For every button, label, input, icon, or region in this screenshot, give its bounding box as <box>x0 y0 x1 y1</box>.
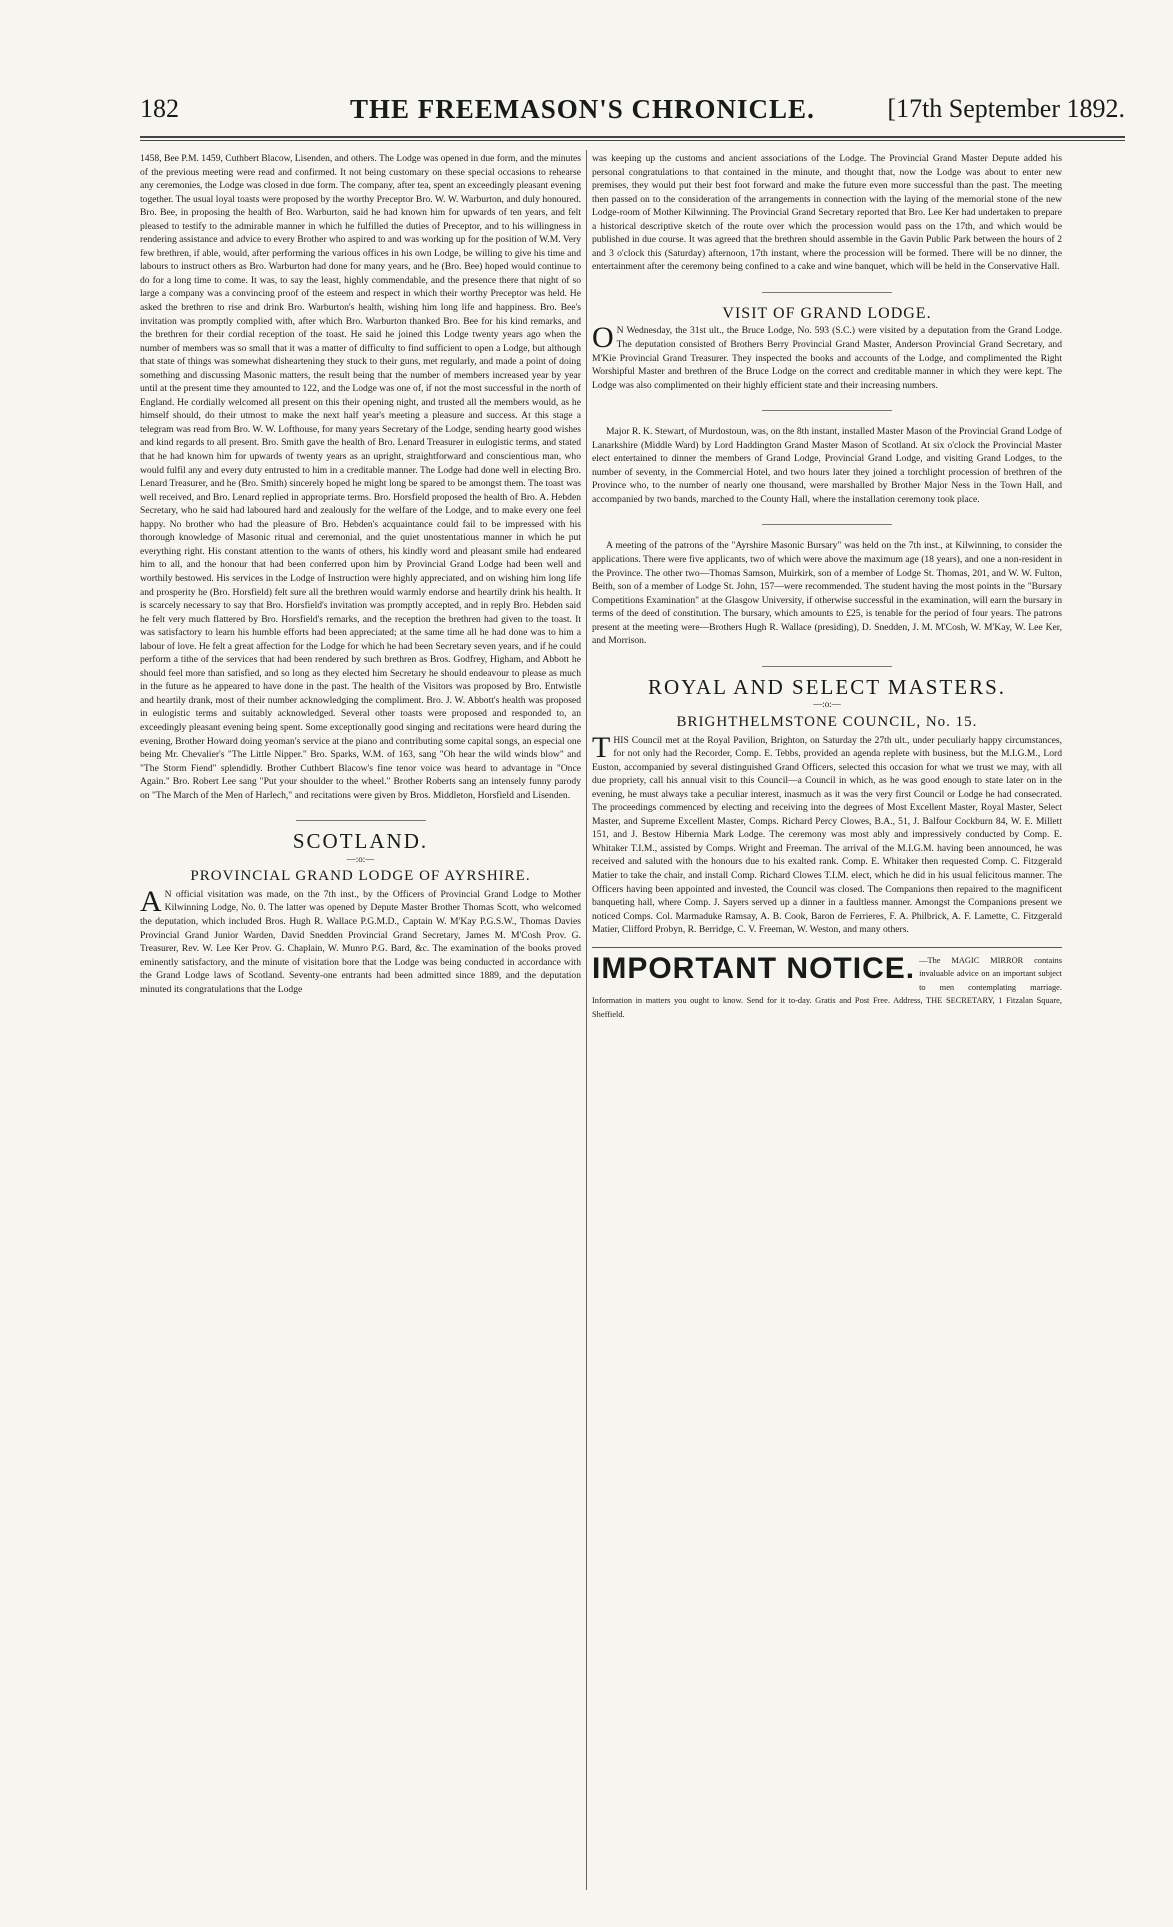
lodge-continuation-paragraph: was keeping up the customs and ancient associations of the Lodge. The Provincial Grand Master Depute added his personal congratulations to that contained in the minute, and thought that, now the Lodge was about to enter new premises, they would put their best foot forward and make the future even more successful than the past. The meeting then passed on to the consideration of the arrangements in connection with the laying of the memorial stone of the new Lodge-room of Mother Kilwinning. The Provincial Grand Secretary reported that Bro. Lee Ker had undertaken to prepare a historical descriptive sketch of the route over which the procession would pass on the 17th, and which would be published in due course. It was agreed that the brethren should assemble in the Gavin Public Park between the hours of 2 and 3 o'clock this (Saturday) afternoon, 17th instant, where the procession will be formed. There will be no dinner, the entertainment after the ceremony being confined to a cake and wine banquet, which will be held in the Conservative Hall. <box>592 153 1062 273</box>
ayrshire-article <box>140 884 581 996</box>
ornament-divider: —:o:— <box>813 699 841 710</box>
notice-heading: IMPORTANT NOTICE. <box>592 951 916 985</box>
visit-text: N Wednesday, the 31st ult., the Bruce Lodge, No. 593 (S.C.) were visited by a deputation from the Grand Lodge. The deputation consisted of Brothers Berry Provincial Grand Master, Anderson Provincial Grand Secretary, and M'Kie Provincial Grand Treasurer. They inspected the books and accounts of the Lodge, and complimented the Right Worshipful Master and brethren of the Bruce Lodge on the correct and creditable manner in which they were kept. The Lodge was also complimented on their highly efficient state and their increasing numbers. <box>592 325 1062 391</box>
ayrshire-text: N official visitation was made, on the 7th inst., by the Officers of Provincial Grand Lodge to Mother Kilwinning Lodge, No. 0. The latter was opened by Depute Master Brother Thomas Scott, who welcomed the deputation, which included Bros. Hugh R. Wallace P.G.M.D., Captain W. M'Kay P.G.S.W., Thomas Davies Provincial Grand Junior Warden, David Snedden Provincial Grand Secretary, James M. M'Cosh Prov. G. Treasurer, Rev. W. Lee Ker Prov. G. Chaplain, W. Munro P.G. Bard, &c. The examination of the books proved eminently satisfactory, and the minute of visitation bore that the Lodge was being conducted in accordance with the Grand Lodge laws of Scotland. Seventy-one entrants had been admitted since 1889, and the deputation minuted its congratulations that the Lodge <box>140 888 581 995</box>
publication-title: THE FREEMASON'S CHRONICLE. <box>350 94 815 124</box>
scotland-heading: SCOTLAND. <box>292 829 429 854</box>
royal-select-heading: ROYAL AND SELECT MASTERS. <box>647 674 1007 699</box>
ornament-divider: —:o:— <box>346 853 375 864</box>
header-rule <box>140 136 1125 138</box>
drop-cap: A <box>140 884 162 918</box>
header-rule-thin <box>140 140 1125 141</box>
masthead <box>140 92 1125 134</box>
drop-cap: T <box>592 730 611 764</box>
section-separator <box>296 820 426 821</box>
ayrshire-heading: PROVINCIAL GRAND LODGE OF AYRSHIRE. <box>190 868 531 885</box>
visit-article <box>592 321 1062 392</box>
section-separator <box>762 524 892 525</box>
right-column <box>592 152 1062 1887</box>
brighthelmstone-text: HIS Council met at the Royal Pavilion, Brighton, on Saturday the 27th ult., under peculiarly happy circumstances, for not only had the Recorder, Comp. E. Tebbs, provided an agenda replete with business, but the M.I.G.M., Lord Euston, accompanied by several distinguished Grand Officers, selected this occasion for what we trust we may, with all due propriety, call his annual visit to this Council—a Council in which, as he was good enough to state later on in the evening, he must always take a peculiar interest, inasmuch as it was the very first Council or Lodge he had consecrated. The proceedings commenced by electing and receiving into the degrees of Most Excellent Master, Royal Master, Select Master, and Supreme Excellent Master, Comps. Richard Percy Clowes, B.A., 51, J. Balfour Cockburn 84, W. E. Millett 151, and J. Bestow Hibernia Mark Lodge. The ceremony was most ably and impressively conducted by Comp. E. Whitaker T.I.M., assisted by Comps. Wright and Freeman. The arrival of the M.I.G.M. having been announced, he was received and saluted with the honours due to his exalted rank. Comp. E. Whitaker then requested Comp. C. Fitzgerald Matier to take the chair, and install Comp. Richard Clowes T.I.M. elect, which he did in his usual felicitous manner. The Officers having been appointed and invested, the Council was closed. The Companions then repaired to the magnificent banqueting hall, where Comp. J. Sayers served up a dinner in a faultless manner. Amongst the Companions present we noticed Comps. Col. Marmaduke Ramsay, A. B. Cook, Baron de Ferrieres, F. A. Philbrick, A. F. Lamette, C. Fitzgerald Matier, Clifford Probyn, R. Berridge, C. V. Freeman, W. Weston, and many others. <box>592 734 1062 936</box>
stewart-article: Major R. K. Stewart, of Murdostoun, was, on the 8th instant, installed Master Mason of the Provincial Grand Lodge of Lanarkshire (Middle Ward) by Lord Haddington Grand Master Mason of Scotland. At six o'clock the Provincial Master elect entertained to dinner the members of Grand Lodge, Provincial Grand Lodge, and visiting Grand Lodges, to the number of seventy, in the Commercial Hotel, and two hours later they joined a torchlight procession of brethren of the Province who, to the number of nearly one thousand, were marshalled by Brother Major Ness in the Town Hall, and accompanied by two bands, marched to the County Hall, where the installation ceremony took place. <box>592 426 1062 505</box>
brighthelmstone-article <box>592 730 1062 937</box>
bursary-article: A meeting of the patrons of the "Ayrshire Masonic Bursary" was held on the 7th inst., at Kilwinning, to consider the applications. There were five applicants, two of which were above the maximum age (18 years), and one a non-resident in the Province. The other two—Thomas Samson, Muirkirk, son of a member of Lodge St. Thomas, 201, and W. W. Fulton, Beith, son of a member of Lodge St. John, 157—were recommended. The student having the most points in the "Bursary Competitions Examination" at the Glasgow University, if otherwise successful in the examination, will earn the bursary in terms of the deed of constitution. The bursary, which amounts to £25, is tenable for the period of four years. The patrons present at the meeting were—Brothers Hugh R. Wallace (presiding), D. Snedden, J. M. M'Cosh, W. M'Kay, W. Lee Ker, and Morrison. <box>592 540 1062 647</box>
issue-date: [17th September 1892. <box>887 94 1125 123</box>
left-column <box>140 152 581 1887</box>
page-number: 182 <box>140 94 179 123</box>
brighthelmstone-heading: BRIGHTHELMSTONE COUNCIL, No. 15. <box>676 713 978 730</box>
column-divider <box>586 150 587 1890</box>
section-separator <box>762 666 892 667</box>
notice-text: —The MAGIC MIRROR contains invaluable advice on an important subject to men contemplating marriage. Information in matters you ought to know. Send for it to-day. Gratis and Post Free. Address, THE SECRETARY, 1 Fitzalan Square, Sheffield. <box>592 955 1062 1019</box>
visit-heading: VISIT OF GRAND LODGE. <box>722 304 932 322</box>
drop-cap: O <box>592 321 614 355</box>
section-separator <box>762 410 892 411</box>
section-separator <box>762 292 892 293</box>
lodge-report-paragraph: 1458, Bee P.M. 1459, Cuthbert Blacow, Lisenden, and others. The Lodge was opened in due form, and the minutes of the previous meeting were read and confirmed. It not being customary on these special occasions to rehearse any ceremonies, the Lodge was closed in due form. The company, after tea, spent an exceedingly pleasant evening together. The usual loyal toasts were proposed by the worthy Preceptor Bro. W. W. Warburton, and duly honoured. Bro. Bee, in proposing the health of Bro. Warburton, said he had known him for upwards of ten years, and felt pleased to testify to the admirable manner in which he fulfilled the duties of Preceptor, and to his willingness in rendering assistance and advice to every Brother who aspired to and was working up for the position of W.M. Very few brethren, if able, would, after performing the various offices in his own Lodge, be willing to give his time and labours to instruct others as Bro. Warburton had done for many years, and he (Bro. Bee) hoped would continue to do for a long time to come. It was, to say the least, highly commendable, and the presence there that night of so large a company was a convincing proof of the esteem and respect in which their worthy Preceptor was held. He asked the brethren to rise and drink Bro. Warburton's health, wishing him long life and happiness. Bro. Bee's invitation was promptly complied with, after which Bro. Warburton thanked Bro. Bee for his kind remarks, and the brethren for their cordial reception of the toast. He said he joined this Lodge twenty years ago when the number of members was so small that it was a matter of difficulty to find sufficient to open a Lodge, but although that state of things was somewhat disheartening they stuck to their guns, met regularly, and made a point of doing something and discussing Masonic matters, the result being that the number of members increased year by year until at the present time they amounted to 122, and the Lodge was one of, if not the most successful in the north of England. He cordially welcomed all present on this their opening night, and trusted all the members would, as he himself should, do their utmost to make the next half year's meeting a pleasure and success. At this stage a telegram was read from Bro. W. W. Lofthouse, for many years Secretary of the Lodge, sending hearty good wishes and kind regards to all present. Bro. Smith gave the health of Bro. Lenard Treasurer in eulogistic terms, and stated that he had known him for upwards of twenty years as an upright, straightforward and conscientious man, who would fulfil any and every duty entrusted to him in a creditable manner. The Lodge had done well in electing Bro. Lenard Treasurer, and he (Bro. Smith) sincerely hoped he might long be spared to be amongst them. The toast was well received, and Bro. Lenard replied in appropriate terms. Bro. Horsfield proposed the health of Bro. A. Hebden Secretary, who he said had laboured hard and zealously for the welfare of the Lodge, and to make every one feel happy. No brother who had the pleasure of Bro. Hebden's acquaintance could fail to be impressed with his thorough knowledge of Masonic ritual and ceremonial, and the quiet unostentatious manner in which he put everything right. His constant attention to the wants of others, his kindly word and pleasant smile had endeared him to all, and the honour that had been conferred upon him by Provincial Grand Lodge had been well and worthily bestowed. His services in the Lodge of Instruction were highly appreciated, and on wishing him long life and prosperity he (Bro. Horsfield) felt sure all the brethren would warmly endorse and heartily drink his health. It is scarcely necessary to say that Bro. Horsfield's invitation was promptly accepted, and in reply Bro. Hebden said he felt very much flattered by Bro. Horsfield's remarks, and the reception the brethren had given to the toast. It was satisfactory to learn his humble efforts had been appreciated; at the same time all he had done was to him a labour of love. He felt a great affection for the Lodge for which he had been Secretary seven years, and if he could perform a tithe of the services that had been rendered by such brethren as Bros. Godfrey, Higham, and Abbott he should feel more than satisfied, and so long as they elected him Secretary he should endeavour to please as much in the future as he appeared to have done in the past. The health of the Visitors was proposed by Bro. Entwistle and heartily drank, most of their number acknowledging the compliment. Bro. J. W. Abbott's health was proposed in eulogistic terms and suitably acknowledged. Several other toasts were proposed and responded to, an exceedingly pleasant evening being spent. Some exceptionally good singing and recitations were heard during the evening, Brother Howard doing yeoman's service at the piano and contributing some capital songs, an especial one being Mr. Chevalier's "The Little Nipper." Bro. Sparks, W.M. of 163, sang "Oh hear the wild winds blow" and "The Storm Fiend" splendidly. Brother Cuthbert Blacow's fine tenor voice was heard to advantage in "Once Again." Bro. Robert Lee sang "Put your shoulder to the wheel." Brother Roberts sang an intensely funny parody on "The March of the Men of Harlech," and recitations were given by Bros. Middleton, Horsfield and Lisenden. <box>140 153 581 801</box>
advertisement <box>592 947 1062 1022</box>
